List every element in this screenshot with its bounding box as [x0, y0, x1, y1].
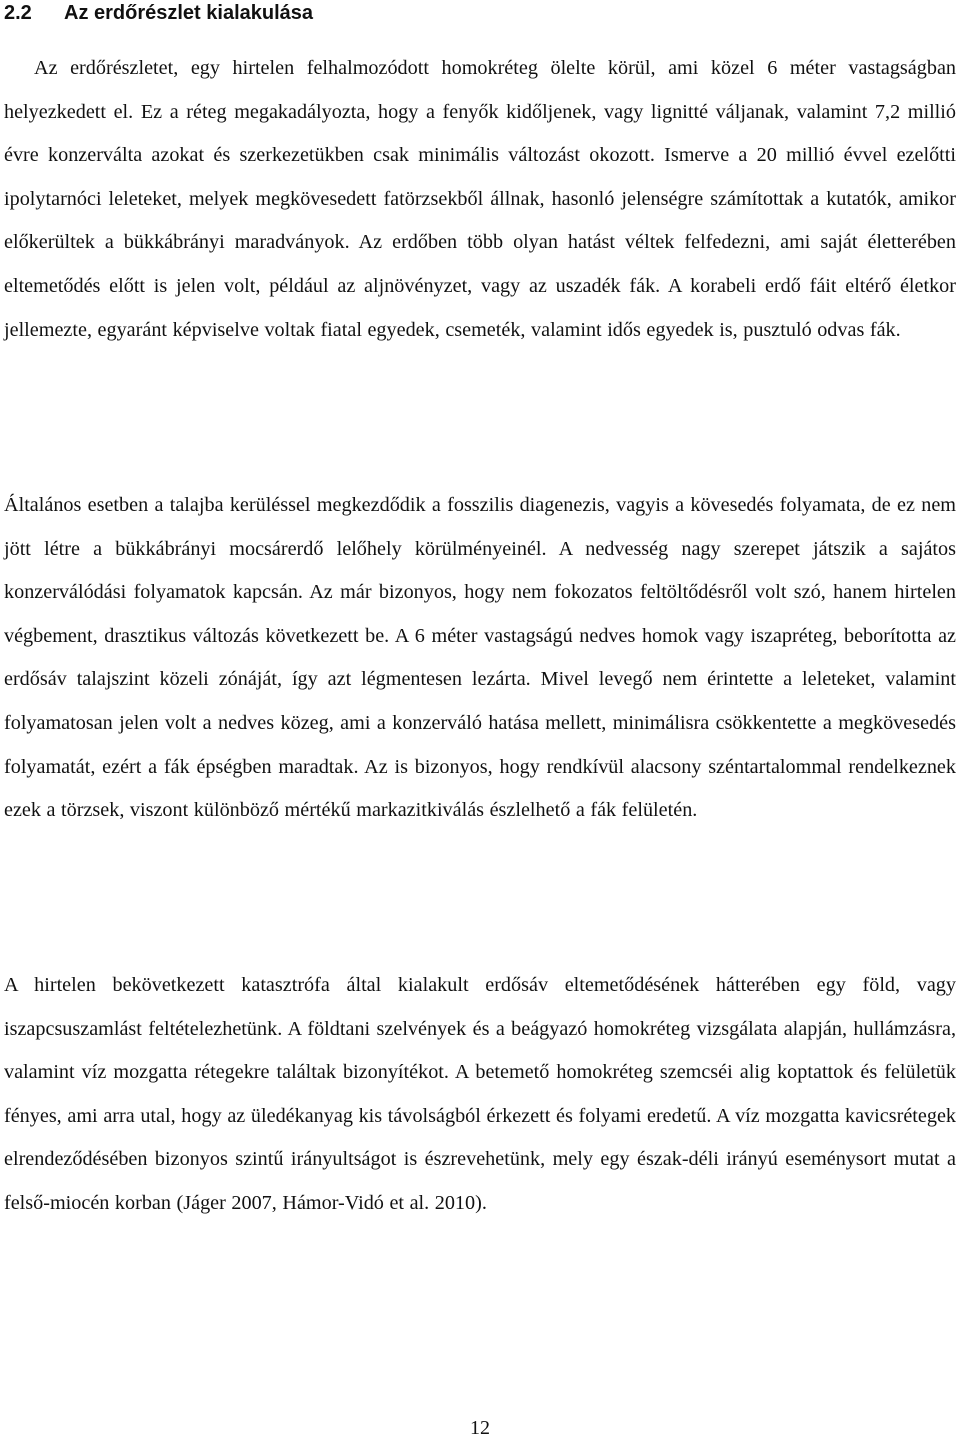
body-paragraph-3: A hirtelen bekövetkezett katasztrófa által kialakult erdősáv eltemetődésének hátterében egy föld, vagy iszapcsuszamlást feltételezhetünk. A földtani szelvények és a beágyazó homokréteg vizsgálata alapján, hullámzásra, valamint víz mozgatta rétegekre találtak bizonyítékot. A betemető homokréteg szemcséi alig koptattok és felületük fényes, ami arra utal, hogy az üledékanyag kis távolságból érkezett és folyami eredetű. A víz mozgatta kavicsrétegek elrendeződésében bizonyos szintű irányultságot is észrevehetünk, mely egy észak-déli irányú eseménysort mutat a felső-miocén korban (Jáger 2007, Hámor-Vidó et al. 2010). [4, 974, 956, 1214]
section-title: Az erdőrészlet kialakulása [64, 2, 314, 24]
page-number: 12 [470, 1417, 490, 1439]
body-paragraph-2: Általános esetben a talajba kerüléssel megkezdődik a fosszilis diagenezis, vagyis a kövesedés folyamata, de ez nem jött létre a bükkábrányi mocsárerdő lelőhely körülményeinél. A nedvesség nagy szerepet játszik a sajátos konzerválódási folyamatok kapcsán. Az már bizonyos, hogy nem fokozatos feltöltődésről volt szó, hanem hirtelen végbement, drasztikus változás következett be. A 6 méter vastagságú nedves homok vagy iszapréteg, beborította az erdősáv talajszint közeli zónáját, így azt légmentesen lezárta. Mivel levegő nem érintette a leleteket, valamint folyamatosan jelen volt a nedves közeg, ami a konzerváló hatása mellett, minimálisra csökkentette a megkövesedés folyamatát, ezért a fák épségben maradtak. Az is bizonyos, hogy rendkívül alacsony széntartalommal rendelkeznek ezek a törzsek, viszont különböző mértékű markazitkiválás észlelhető a fák felületén. [4, 494, 956, 822]
section-number: 2.2 [4, 2, 32, 24]
body-paragraph-1: Az erdőrészletet, egy hirtelen felhalmozódott homokréteg ölelte körül, ami közel 6 méter vastagságban helyezkedett el. Ez a réteg megakadályozta, hogy a fenyők kidőljenek, vagy lignitté váljanak, valamint 7,2 millió évre konzerválta azokat és szerkezetükben csak minimális változást okozott. Ismerve a 20 millió évvel ezelőtti ipolytarnóci leleteket, melyek megkövesedett fatörzsekből állnak, hasonló jelenségre számítottak a kutatók, amikor előkerültek a bükkábrányi maradványok. Az erdőben több olyan hatást véltek felfedezni, ami saját életterében eltemetődés előtt is jelen volt, például az aljnövényzet, vagy az uszadék fák. A korabeli erdő fáit eltérő életkor jellemezte, egyaránt képviselve voltak fiatal egyedek, csemeték, valamint idős egyedek is, pusztuló odvas fák. [4, 57, 956, 341]
section-heading [4, 0, 944, 26]
